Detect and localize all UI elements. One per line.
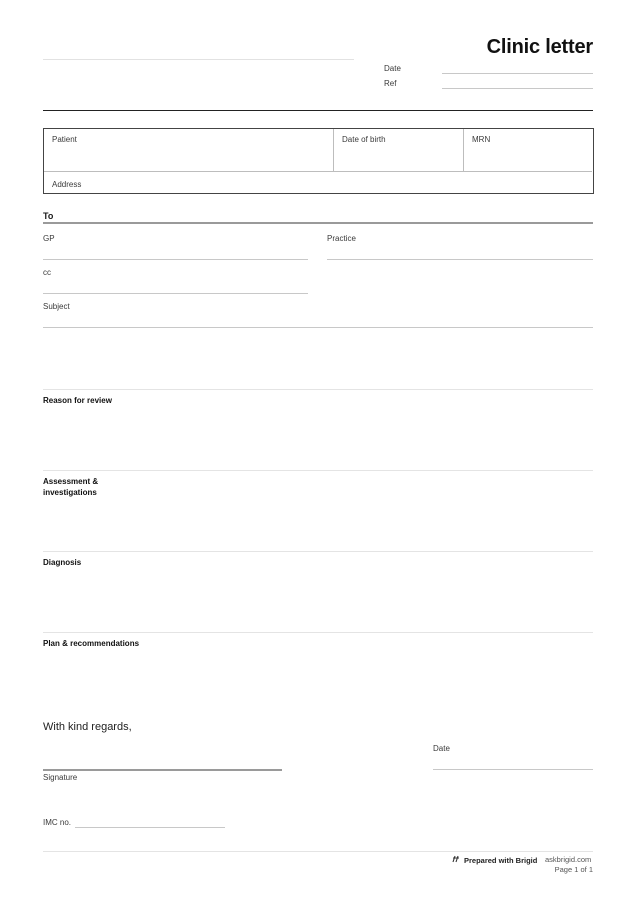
practice-label: Practice [327,234,356,243]
page-title: Clinic letter [486,36,593,58]
brigid-logo-icon [452,855,460,865]
dob-label: Date of birth [342,135,386,144]
to-heading: To [43,211,54,221]
imc-input[interactable] [75,813,225,828]
closing-date-label: Date [433,744,450,753]
diagnosis-section-divider [43,632,593,633]
closing-date-input[interactable] [433,755,593,770]
assessment-heading-line1: Assessment & [43,477,99,486]
closing-regards: With kind regards, [43,721,132,733]
footer-website-link[interactable]: askbrigid.com [545,855,592,864]
address-label: Address [52,180,82,189]
prepared-with-text: Prepared with Brigid [464,855,538,865]
reason-section-divider [43,470,593,471]
patient-box-divider-1 [333,129,334,171]
mrn-input[interactable] [472,149,582,163]
imc-label: IMC no. [43,818,72,827]
dob-input[interactable] [342,149,452,163]
patient-input[interactable] [52,149,322,163]
header-date-label: Date [384,64,401,73]
cc-label: cc [43,268,51,277]
patient-details-box [43,128,594,194]
gp-input[interactable] [43,245,308,260]
header-ref-input[interactable] [442,74,593,89]
assessment-section-divider [43,551,593,552]
reason-heading: Reason for review [43,396,112,405]
assessment-heading-line2: investigations [43,487,97,497]
footer-branding [452,855,537,865]
footer-page-number: Page 1 of 1 [554,865,593,874]
mrn-label: MRN [472,135,491,144]
header-date-input[interactable] [442,59,593,74]
intro-section-divider [43,389,593,390]
subject-label: Subject [43,302,70,311]
footer-divider [43,851,593,852]
header-name-line [43,59,354,60]
to-divider [43,222,593,224]
cc-input[interactable] [43,279,308,294]
header-ref-label: Ref [384,79,397,88]
patient-box-divider-2 [463,129,464,171]
diagnosis-heading: Diagnosis [43,558,82,567]
practice-input[interactable] [327,245,593,260]
header-divider [43,110,593,111]
assessment-heading [43,477,98,498]
patient-label: Patient [52,135,77,144]
plan-heading: Plan & recommendations [43,639,140,648]
gp-label: GP [43,234,55,243]
signature-input[interactable] [43,755,282,771]
subject-input[interactable] [43,313,593,328]
patient-box-row-divider [44,171,592,172]
signature-label: Signature [43,773,78,782]
